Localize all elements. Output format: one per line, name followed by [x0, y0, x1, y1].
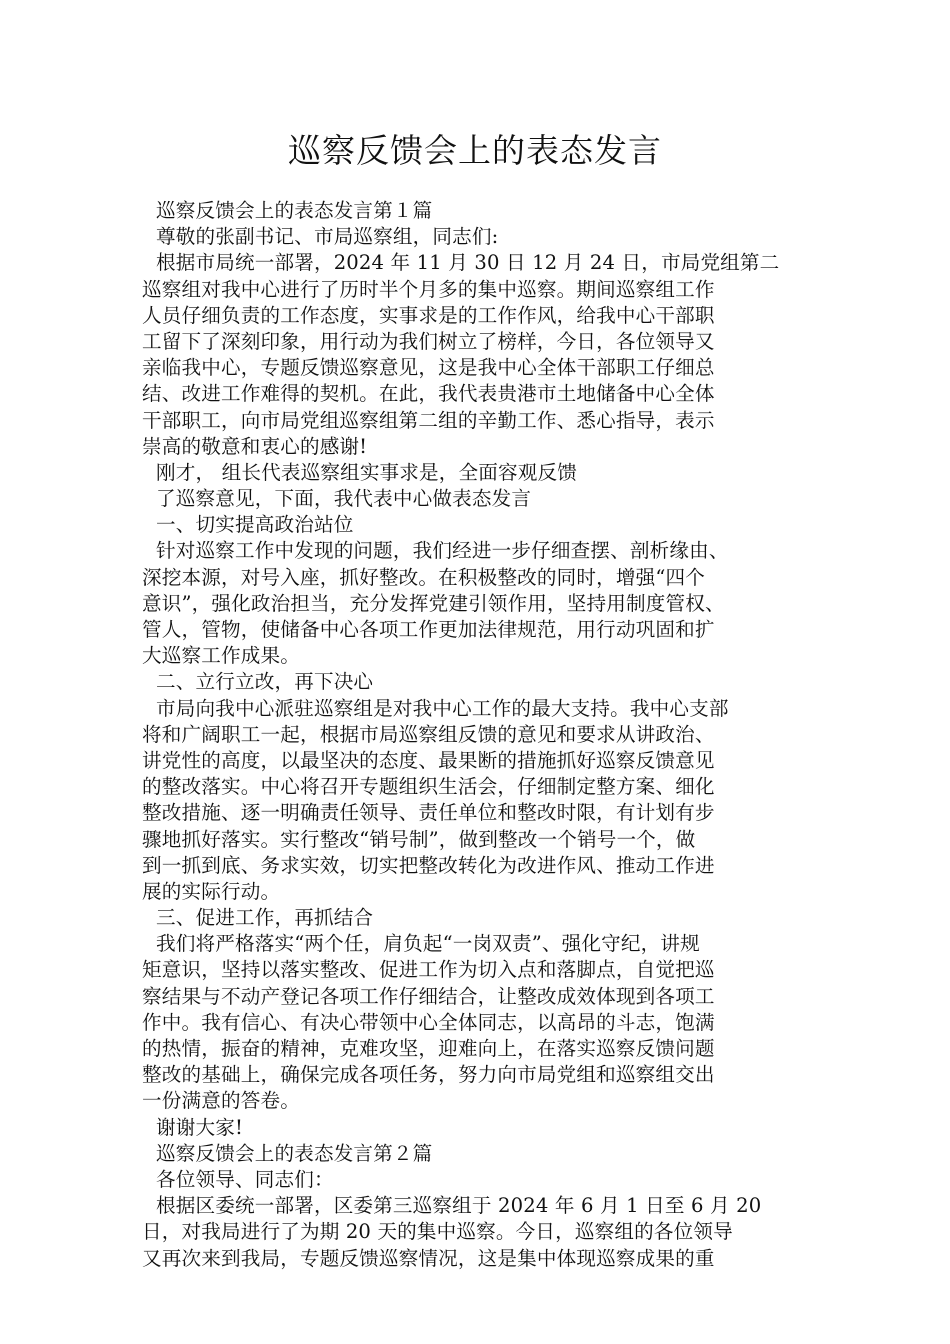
section-heading: 巡察反馈会上的表态发言第２篇: [156, 1141, 433, 1165]
paragraph-line: 人员仔细负责的工作态度，实事求是的工作作风，给我中心干部职: [142, 303, 715, 327]
paragraph-line: 管人，管物，使储备中心各项工作更加法律规范，用行动巩固和扩: [142, 618, 715, 641]
paragraph-first-line: 了巡察意见，下面，我代表中心做表态发言: [156, 487, 532, 511]
section-heading: 巡察反馈会上的表态发言第１篇: [156, 199, 433, 222]
paragraph-line: 察结果与不动产登记各项工作仔细结合，让整改成效体现到各项工: [142, 984, 715, 1008]
paragraph-line: 矩意识，坚持以落实整改、促进工作为切入点和落脚点，自觉把巡: [142, 958, 715, 982]
paragraph-line: 结、改进工作难得的契机。在此，我代表贵港市土地储备中心全体: [142, 382, 715, 406]
paragraph-line: 工留下了深刻印象，用行动为我们树立了榜样，今日，各位领导又: [142, 329, 715, 353]
paragraph-line: 大巡察工作成果。: [142, 644, 300, 668]
paragraph-first-line: 市局向我中心派驻巡察组是对我中心工作的最大支持。我中心支部: [156, 696, 729, 720]
paragraph-line: 又再次来到我局，专题反馈巡察情况，这是集中体现巡察成果的重: [142, 1246, 715, 1270]
document-body: [142, 198, 820, 1272]
section-heading: 二、立行立改，再下决心: [156, 670, 374, 694]
paragraph-line: 作中。我有信心、有决心带领中心全体同志，以高昂的斗志，饱满: [142, 1010, 715, 1034]
paragraph-line: 整改措施、逐一明确责任领导、责任单位和整改时限，有计划有步: [142, 801, 715, 825]
paragraph-first-line: 针对巡察工作中发现的问题，我们经进一步仔细查摆、剖析缘由、: [156, 539, 729, 563]
paragraph-line: 亲临我中心，专题反馈巡察意见，这是我中心全体干部职工仔细总: [142, 356, 715, 380]
paragraph-first-line: 刚才， 组长代表巡察组实事求是，全面容观反馈: [156, 460, 577, 484]
paragraph-line: 展的实际行动。: [142, 879, 281, 903]
salutation-line: 谢谢大家!: [156, 1115, 243, 1139]
paragraph-line: 干部职工，向市局党组巡察组第二组的辛勤工作、悉心指导，表示: [142, 408, 715, 432]
paragraph-first-line: 根据区委统一部署，区委第三巡察组于 2024 年 6 月 1 日至 6 月 20: [156, 1194, 762, 1218]
document-title: 巡察反馈会上的表态发言: [288, 131, 662, 170]
paragraph-line: 整改的基础上，确保完成各项任务，努力向市局党组和巡察组交出: [142, 1063, 715, 1087]
paragraph-line: 崇高的敬意和衷心的感谢!: [142, 434, 368, 458]
section-heading: 一、切实提高政治站位: [156, 513, 354, 537]
paragraph-line: 的整改落实。中心将召开专题组织生活会，仔细制定整方案、细化: [142, 775, 715, 799]
paragraph-first-line: 根据市局统一部署，2024 年 11 月 30 日 12 月 24 日，市局党组第二: [156, 251, 780, 275]
paragraph-line: 巡察组对我中心进行了历时半个月多的集中巡察。期间巡察组工作: [142, 277, 715, 301]
salutation-line: 各位领导、同志们：: [156, 1167, 334, 1191]
paragraph-first-line: 我们将严格落实“两个任，肩负起“一岗双责”、强化守纪，讲规: [156, 932, 700, 956]
paragraph-line: 深挖本源，对号入座，抓好整改。在积极整改的同时，增强“四个: [142, 565, 705, 589]
paragraph-line: 的热情，振奋的精神，克难攻坚，迎难向上，在落实巡察反馈问题: [142, 1037, 715, 1060]
section-heading: 三、促进工作，再抓结合: [156, 906, 374, 930]
paragraph-line: 骤地抓好落实。实行整改“销号制”，做到整改一个销号一个，做: [142, 827, 696, 851]
paragraph-line: 讲党性的高度，以最坚决的态度、最果断的措施抓好巡察反馈意见: [142, 748, 715, 772]
paragraph-line: 意识”，强化政治担当，充分发挥党建引领作用，坚持用制度管权、: [142, 591, 725, 615]
paragraph-line: 将和广阔职工一起，根据市局巡察组反馈的意见和要求从讲政治、: [142, 722, 715, 746]
paragraph-line: 到一抓到底、务求实效，切实把整改转化为改进作风、推动工作进: [142, 853, 715, 877]
paragraph-line: 一份满意的答卷。: [142, 1089, 300, 1113]
salutation-line: 尊敬的张副书记、市局巡察组，同志们:: [156, 225, 499, 249]
paragraph-line: 日，对我局进行了为期 20 天的集中巡察。今日，巡察组的各位领导: [142, 1220, 733, 1244]
